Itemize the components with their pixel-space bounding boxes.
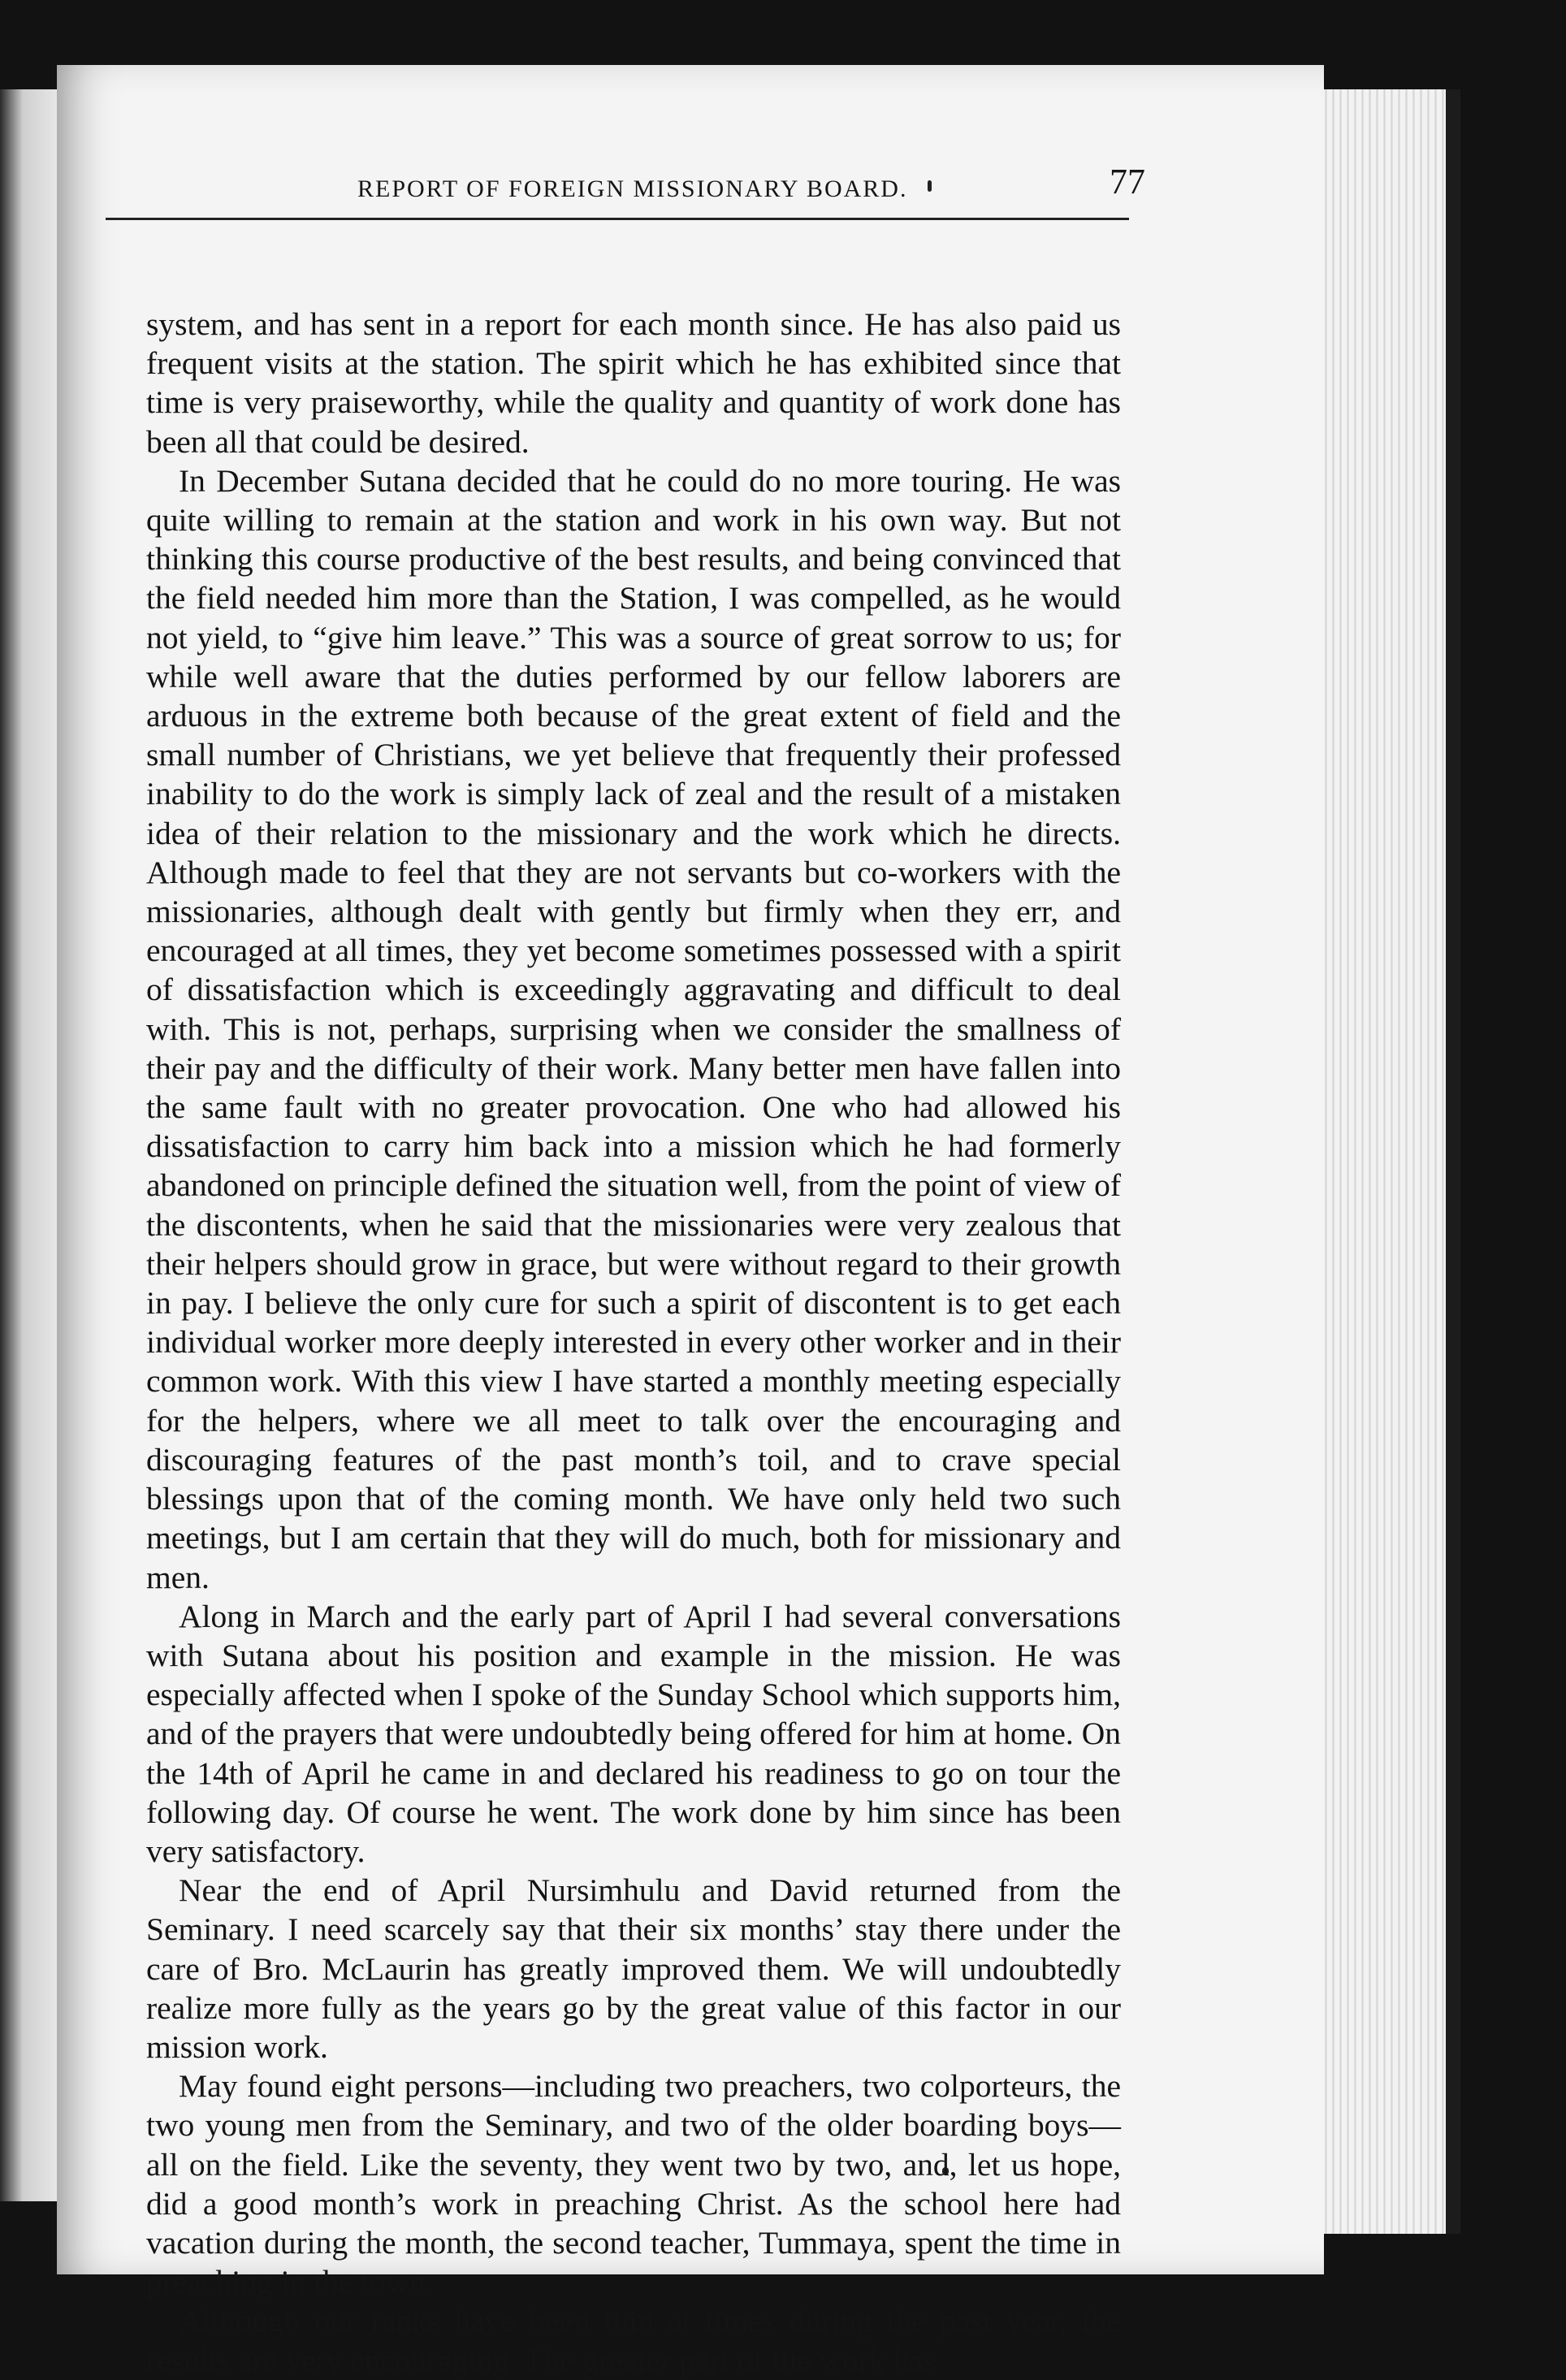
body-text <box>146 305 1121 2380</box>
paragraph: Along in March and the early part of April I had several conversations with Sutana about his position and example in the mission. He was especially affected when I spoke of the Sunday School which supports him, and of the prayers that were undoubtedly being offered for him at home. On the 14th of April he came in and declared his readiness to go on tour the following day. Of course he went. The work done by him since has been very satisfactory. <box>146 1598 1121 1869</box>
facing-page-edge <box>0 89 57 2201</box>
running-head: REPORT OF FOREIGN MISSIONARY BOARD. <box>357 175 908 202</box>
paragraph: May found eight persons—including two preachers, two colporteurs, the two young men from the Seminary, and two of the older boarding boys—all on the field. Like the seventy, they went two by two, and, let us hope, did a good month’s work in preaching Christ. As the school here had vacation during the month, the second teacher, Tummaya, spent the time in preaching in the town. <box>146 2068 1121 2300</box>
paragraph: Near the end of April Nursimhulu and David returned from the Seminary. I need scarcely say that their six months’ stay there under the care of Bro. McLaurin has greatly improved them. We will undoubtedly realize more fully as the years go by the great value of this factor in our mission work. <box>146 1872 1121 2065</box>
page-number: 77 <box>1110 162 1145 201</box>
paragraph: In December Sutana decided that he could do no more touring. He was quite willing to remain at the station and work in his own way. But not thinking this course productive of the best results, and being convinced that the field needed him more than the Station, I was compelled, as he would not yield, to “give him leave.” This was a source of great sorrow to us; for while well aware that the duties performed by our fellow laborers are arduous in the extreme both because of the great extent of field and the small number of Christians, we yet believe that frequently their professed inability to do the work is simply lack of zeal and the result of a mistaken idea of their relation to the missionary and the work which he directs. Although made to feel that they are not servants but co-workers with the missionaries, although dealt with gently but firmly when they err, and encouraged at all times, they yet become sometimes possessed with a spirit of dissatisfaction which is exceedingly aggravating and difficult to deal with. This is not, perhaps, surprising when we consider the smallness of their pay and the difficulty of their work. Many better men have fallen into the same fault with no greater provocation. One who had allowed his dissatisfaction to carry him back into a mission which he had formerly abandoned on principle defined the situation well, from the point of view of the discontents, when he said that the missionaries were very zealous that their helpers should grow in grace, but were without regard to their growth in pay. I believe the only cure for such a spirit of discontent is to get each individual worker more deeply interested in every other worker and in their common work. With this view I have started a monthly meeting especially for the helpers, where we all meet to talk over the encouraging and discouraging features of the past month’s toil, and to crave special blessings upon that of the coming month. We have only held two such meetings, but I am certain that they will do much, both for missionary and men. <box>146 462 1121 1595</box>
page-header <box>106 161 1145 220</box>
paragraph: system, and has sent in a report for each month since. He has also paid us frequent visits at the station. The spirit which he has exhibited since that time is very praiseworthy, while the quality and quantity of work done has been all that could be desired. <box>146 306 1121 460</box>
paragraph: Although our ranks have been thin at times during the past year, the results are very encouraging. The greater part of the work has <box>146 2303 1121 2378</box>
